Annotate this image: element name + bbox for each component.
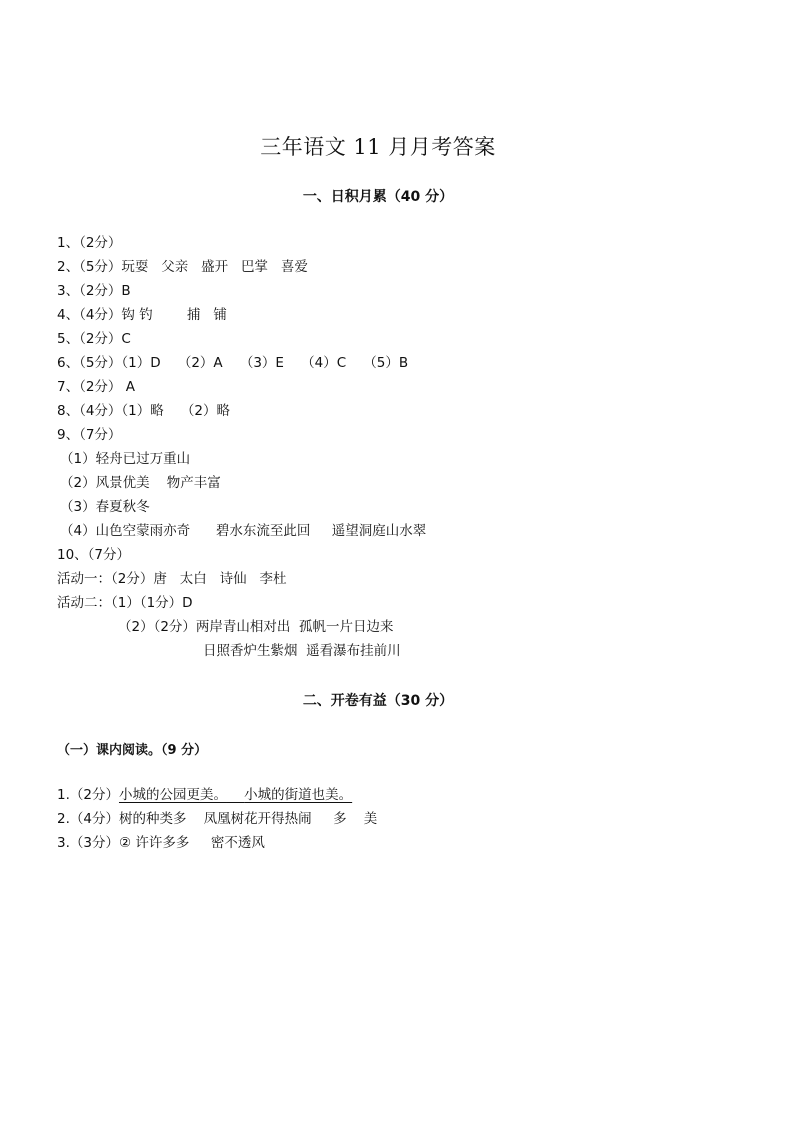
reading-q1-prefix: 1.（2分） — [57, 787, 119, 803]
answer-line-9-1: （1）轻舟已过万重山 — [60, 451, 191, 467]
reading-q2-line: 2.（4分）树的种类多 凤凰树花开得热闹 多 美 — [57, 811, 378, 827]
reading-q1-line — [57, 785, 352, 805]
answer-line-4: 4、（4分）钩 钓 捕 铺 — [57, 307, 227, 323]
reading-q1-answer-b: 小城的街道也美。 — [244, 787, 353, 803]
answer-line-5: 5、（2分）C — [57, 331, 131, 347]
answer-line-9-3: （3）春夏秋冬 — [60, 499, 150, 515]
answer-line-9-2: （2）风景优美 物产丰富 — [60, 475, 221, 491]
answer-line-1: 1、（2分） — [57, 235, 122, 251]
activity-2-line: 活动二：（1）（1分）D — [57, 595, 193, 611]
section2-subheading: （一）课内阅读。（9 分） — [57, 743, 208, 758]
answer-line-3: 3、（2分）B — [57, 283, 131, 299]
answer-line-2: 2、（5分）玩耍 父亲 盛开 巴掌 喜爱 — [57, 259, 308, 275]
activity-2-part2-line2: 日照香炉生紫烟 遥看瀑布挂前川 — [203, 643, 401, 659]
activity-1-line: 活动一：（2分）唐 太白 诗仙 李杜 — [57, 571, 287, 587]
answer-line-6: 6、（5分）（1）D （2）A （3）E （4）C （5）B — [57, 355, 409, 371]
answer-line-9: 9、（7分） — [57, 427, 122, 443]
answer-line-9-4: （4）山色空蒙雨亦奇 碧水东流至此回 遥望洞庭山水翠 — [60, 523, 427, 539]
section1-heading: 一、日积月累（40 分） — [302, 189, 454, 205]
reading-q1-answer-a: 小城的公园更美。 — [118, 787, 227, 803]
page-title: 三年语文 11 月月考答案 — [260, 135, 496, 159]
activity-2-part2-line1: （2）（2分）两岸青山相对出 孤帆一片日边来 — [118, 619, 394, 635]
answer-line-8: 8、（4分）（1）略 （2）略 — [57, 403, 231, 419]
answer-line-10: 10、（7分） — [57, 547, 131, 563]
reading-q3-line: 3.（3分）② 许许多多 密不透风 — [57, 835, 265, 851]
section2-heading: 二、开卷有益（30 分） — [302, 693, 454, 709]
answer-line-7: 7、（2分） A — [57, 379, 135, 395]
